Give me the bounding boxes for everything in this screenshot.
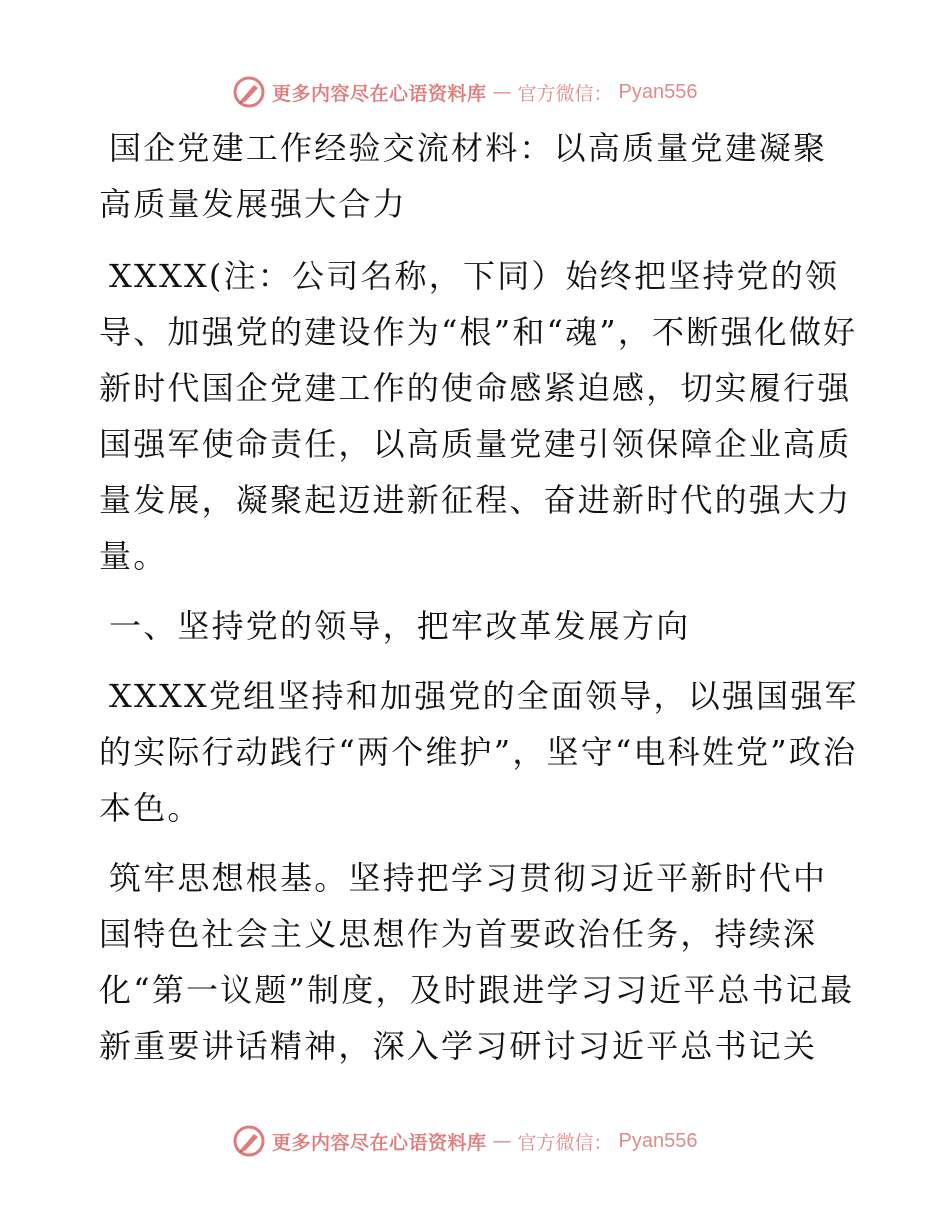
pen-logo-icon [232,75,266,109]
watermark-header [232,72,698,112]
document-title: 国企党建工作经验交流材料：以高质量党建凝聚高质量发展强大合力 [99,129,828,223]
watermark-footer [232,1121,698,1161]
watermark-dash: — [492,1130,512,1152]
watermark-dash: — [492,81,512,103]
watermark-wechat-id: Pyan556 [618,80,698,103]
watermark-official-label: 官方微信： [517,82,613,105]
paragraph-ideology: 筑牢思想根基。坚持把学习贯彻习近平新时代中国特色社会主义思想作为首要政治任务，持续深化“第一议题”制度，及时跟进学习习近平总书记最新重要讲话精神，深入学习研讨习近平总书记关 [99,859,855,1065]
watermark-main-text: 更多内容尽在心语资料库 [272,1131,487,1154]
document-body [99,120,859,1074]
paragraph-section-1: XXXX党组坚持和加强党的全面领导，以强国强军的实际行动践行“两个维护”，坚守“电科姓党”政治本色。 [99,677,859,827]
watermark-main-text: 更多内容尽在心语资料库 [272,82,487,105]
paragraph-intro: XXXX(注：公司名称，下同）始终把坚持党的领导、加强党的建设作为“根”和“魂”，不断强化做好新时代国企党建工作的使命感紧迫感，切实履行强国强军使命责任，以高质量党建引领保障企业高质量发展，凝聚起迈进新征程、奋进新时代的强大力量。 [99,257,858,575]
pen-logo-icon [232,1124,266,1158]
section-heading-1: 一、坚持党的领导，把牢改革发展方向 [109,607,691,645]
watermark-official-label: 官方微信： [517,1131,613,1154]
watermark-wechat-id: Pyan556 [618,1129,698,1152]
